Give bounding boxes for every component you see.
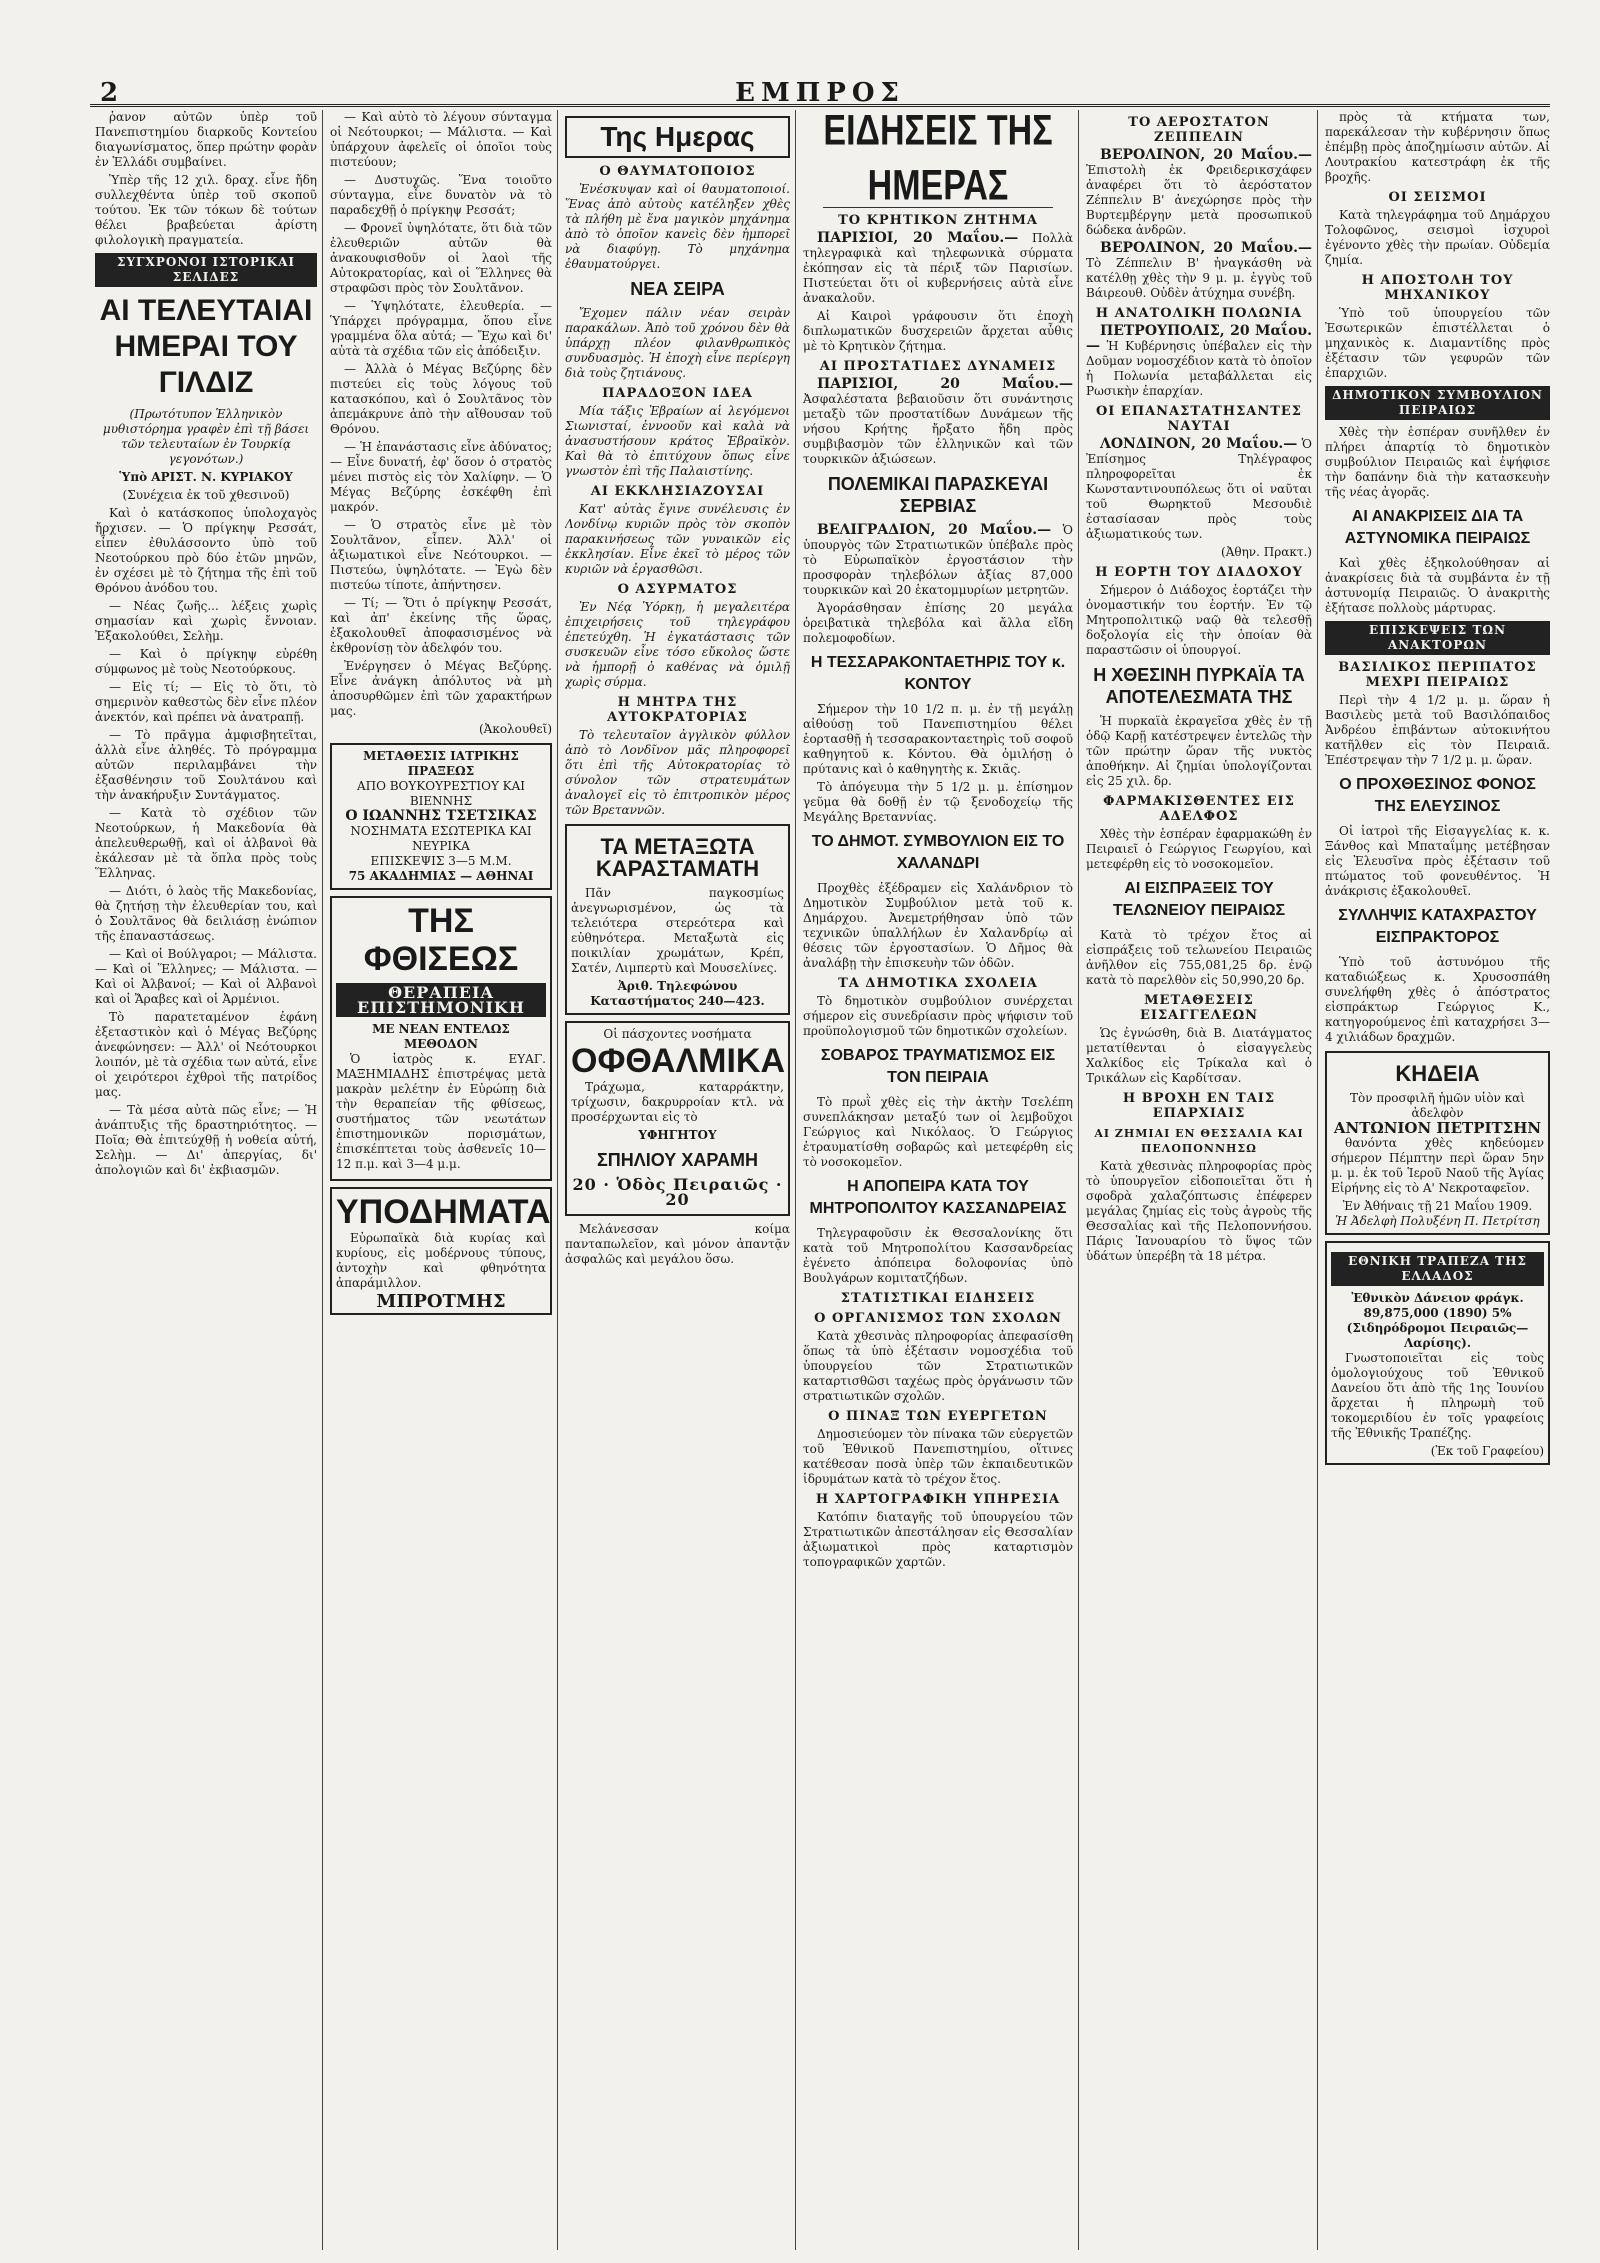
serial-author: Ὑπὸ ΑΡΙΣΤ. Ν. ΚΥΡΙΑΚΟΥ (119, 470, 293, 484)
paragraph: Πολλὰ τηλεγραφικὰ καὶ τηλεφωνικὰ σύρματα ἐκόπησαν εἰς τὰ πέριξ τῶν Παρισίων. Πιστεύεται ὅτι οἱ κυβερνήσεις αὐτὰ εἶνε ἀνακαλοῦν. (803, 231, 1073, 305)
item-heading: Ο ΑΣΥΡΜΑΤΟΣ (617, 582, 738, 597)
item-heading: ΦΑΡΜΑΚΙΣΘΕΝΤΕΣ ΕΙΣ ΑΔΕΛΦΟΣ (1103, 794, 1295, 824)
paragraph: — Ὁ στρατὸς εἶνε μὲ τὸν Σουλτᾶνον, εἶπεν. Ἀλλ' οἱ ἀξιωματικοὶ εἶνε Νεότουρκοι. — Πιστεύω, ὑψηλότατε. — Ἐγὼ δὲν πιστεύω τίποτε, ἀπήντησεν. (330, 518, 552, 592)
paragraph: Ὁ Ἐπίσημος Τηλέγραφος πληροφορεῖται ἐκ Κωνσταντινουπόλεως ὅτι οἱ ναῦται τοῦ Θωρηκτοῦ Μεσουδιὲ ἐστασίασαν πρὸς τοὺς ἀξιωματικούς των. (1086, 437, 1312, 541)
to-be-continued: (Ἀκολουθεῖ) (478, 722, 552, 736)
paragraph: Ἡ πυρκαϊὰ ἐκραγεῖσα χθὲς ἐν τῇ ὁδῷ Καρῇ κατέστρεψεν ἐντελῶς τὴν τῶν πρώτην ὥραν τῆς νυκτὸς ἀποθήκην. Αἱ ζημίαι ὑπολογίζονται εἰς 25 χιλ. δρ. (1086, 714, 1312, 788)
ad-address: 75 ΑΚΑΔΗΜΙΑΣ — ΑΘΗΝΑΙ (348, 869, 534, 883)
paragraph: Χθὲς τὴν ἑσπέραν συνῆλθεν ἐν πλήρει ἀπαρτίᾳ τὸ δημοτικὸν συμβούλιον Πειραιῶς καὶ ἐψήφισε τὴν δαπάνην διὰ τὴν κατασκευὴν τῆς νέας ἀγορᾶς. (1325, 425, 1550, 499)
ad-title: ΤΑ ΜΕΤΑΞΩΤΑ ΚΑΡΑΣΤΑΜΑΤΗ (595, 834, 760, 881)
ad-title: ΜΕΤΑΘΕΣΙΣ ΙΑΤΡΙΚΗΣ ΠΡΑΞΕΩΣ (363, 749, 519, 778)
paragraph: Οἱ ἰατροὶ τῆς Εἰσαγγελίας κ. κ. Ξάνθος καὶ Μπαταΐμης μετέβησαν εἰς Ἐλευσῖνα πρὸς ἐξέτασιν τοῦ πτώματος τοῦ φονευθέντος. Ἡ ἀνάκρισις ἐξακολουθεῖ. (1325, 824, 1550, 898)
dateline: ΒΕΡΟΛΙΝΟΝ, 20 Μαΐου.— (1100, 240, 1312, 256)
item-subheading: ΒΑΣΙΛΙΚΟΣ ΠΕΡΙΠΑΤΟΣ ΜΕΧΡΙ ΠΕΙΡΑΙΩΣ (1338, 660, 1537, 690)
ad-doctor: ΣΠΗΛΙΟΥ ΧΑΡΑΜΗ (597, 1150, 758, 1170)
funeral-date: Ἐν Ἀθήναις τῇ 21 Μαΐου 1909. (1342, 1199, 1533, 1213)
funeral-label: ΚΗΔΕΙΑ (1395, 1061, 1480, 1086)
item-heading: Ο ΟΡΓΑΝΙΣΜΟΣ ΤΩΝ ΣΧΟΛΩΝ (814, 1311, 1062, 1326)
paragraph: Τὸ Ζέππελιν Β' ἠναγκάσθη νὰ κατέλθῃ χθὲς τὴν 9 μ. μ. ἐγγὺς τοῦ Βάιρεουθ. Οὐδὲν ἀτύχημα συνέβη. (1086, 256, 1312, 300)
paragraph: Δημοσιεύομεν τὸν πίνακα τῶν εὐεργετῶν τοῦ Ἐθνικοῦ Πανεπιστημίου, οἵτινες κατέθεσαν ποσὰ ὑπὲρ τῶν ἐκπαιδευτικῶν ἱδρυμάτων κατὰ τὸ τρέχον ἔτος. (803, 1427, 1073, 1486)
source-note: (Ἀθην. Πρακτ.) (1221, 545, 1312, 559)
dateline: ΒΕΡΟΛΙΝΟΝ, 20 Μαΐου.— (1100, 147, 1312, 163)
bank-source: (Ἐκ τοῦ Γραφείου) (1430, 1444, 1544, 1458)
item-heading: ΕΠΙΣΚΕΨΕΙΣ ΤΩΝ ΑΝΑΚΤΟΡΩΝ (1325, 621, 1550, 655)
paragraph: Ἡ Κυβέρνησις ὑπέβαλεν εἰς τὴν Δοῦμαν νομοσχέδιον κατὰ τὸ ὁποῖον ἡ Πολωνία μεταβάλλεται εἰς Ρωσικὴν ἐπαρχίαν. (1086, 339, 1312, 398)
item-heading: ΝΕΑ ΣΕΙΡΑ (630, 279, 725, 299)
paragraph: Τὸ δημοτικὸν συμβούλιον συνέρχεται σήμερον εἰς συνεδρίασιν πρὸς ψήφισιν τοῦ προϋπολογισμοῦ τῶν δημοτικῶν σχολείων. (803, 994, 1073, 1038)
paragraph: — Καὶ ὁ πρίγκηψ εὑρέθη σύμφωνος μὲ τοὺς Νεοτούρκους. (95, 647, 317, 676)
phthisis-ad (330, 896, 552, 1181)
page-number: 2 (100, 78, 119, 108)
silks-ad (565, 824, 790, 1015)
item-heading: ΟΙ ΣΕΙΣΜΟΙ (1388, 190, 1487, 205)
item-heading: Η ΧΑΡΤΟΓΡΑΦΙΚΗ ΥΠΗΡΕΣΙΑ (815, 1492, 1061, 1507)
column-3 (565, 110, 790, 2250)
ad-line: ΑΠΟ ΒΟΥΚΟΥΡΕΣΤΙΟΥ ΚΑΙ ΒΙΕΝΝΗΣ (356, 779, 526, 808)
column-6 (1325, 110, 1550, 2250)
bank-notice (1325, 1241, 1550, 1465)
ad-hours: ΕΠΙΣΚΕΨΙΣ 3—5 Μ.Μ. (370, 854, 512, 868)
item-heading: Ο ΠΡΟΧΘΕΣΙΝΟΣ ΦΟΝΟΣ ΤΗΣ ΕΛΕΥΣΙΝΟΣ (1339, 776, 1536, 815)
serial-continued: (Συνέχεια ἐκ τοῦ χθεσινοῦ) (122, 488, 290, 502)
paragraph: Κατ' αὐτὰς ἔγινε συνέλευσις ἐν Λονδίνῳ κυριῶν πρὸς τὸν σκοπὸν παρακινήσεως τῶν γυναικῶν εἰς ἐκκλησίαν. Εἶνε ἐκεῖ τὸ μέρος τῶν κυριῶν νὰ ἐργασθῶσι. (565, 502, 790, 576)
paragraph: — Ἡ ἐπανάστασις εἶνε ἀδύνατος; — Εἶνε δυνατή, ἐφ' ὅσον ὁ στρατὸς μένει πιστὸς εἰς τὸν Χαλίφην. — Ὁ Μέγας Βεζύρης ἐσκέφθη ἐπὶ μακρόν. (330, 440, 552, 514)
paragraph: Ὑπὸ τοῦ ὑπουργείου τῶν Ἐσωτερικῶν ἐπιστέλλεται ὁ μηχανικὸς κ. Διαμαντίδης πρὸς ἐξέτασιν τῶν γεφυρῶν τῶν ἐπαρχιῶν. (1325, 306, 1550, 380)
paragraph: Ἐνέσκυψαν καὶ οἱ θαυματοποιοί. Ἕνας ἀπὸ αὐτοὺς κατέληξεν χθὲς τὰ πλήθη μὲ ἕνα μαγικὸν μηχάνημα ἀπὸ τὸ ὁποῖον κανεὶς δὲν ἠμπορεῖ νὰ διαφύγῃ. Τὸ μηχάνημα ἐθαυματούργει. (565, 182, 790, 271)
paragraph: Μελάνεσσαν κοίμα πανταπωλεῖον, καὶ μόνον ἀπαντᾷν ἀσφαλῶς καὶ μεγάλου ὅσω. (565, 1222, 790, 1266)
ad-shop: ΜΠΡΟΤΜΗΣ (376, 1291, 506, 1312)
paragraph: Κατὰ χθεσινὰς πληροφορίας πρὸς τὸ ὑπουργεῖον εἰδοποιεῖται ὅτι ἡ σφοδρὰ χαλαζόπτωσις ἐπέφερεν μεγάλας ζημίας εἰς τοὺς ἀγροὺς τῆς Θεσσαλίας καὶ τῆς Πελοποννήσου. Πάρις Ἰανουαρίου τὸ ὕψος τῶν ὑδάτων ὑπερέβη τὰ 18 μέτρα. (1086, 1159, 1312, 1263)
paragraph: Προχθὲς ἐξέδραμεν εἰς Χαλάνδριον τὸ Δημοτικὸν Συμβούλιον μετὰ τοῦ κ. Δημάρχου. Ἀνεμετρήθησαν ὑπὸ τῶν τεχνικῶν ὑπαλλήλων ἐν Χαλανδρίῳ αἱ θέσεις τῶν ἐργοστασίων. Ὁ Δῆμος θὰ ἀναλάβῃ τὴν ἐπισκευὴν τῶν ὁδῶν. (803, 881, 1073, 970)
paragraph: Τὸ πρωῒ χθὲς εἰς τὴν ἀκτὴν Τσελέπη συνεπλάκησαν μεταξύ των οἱ λεμβοῦχοι Γεώργιος καὶ Νικόλαος. Ὁ Γεώργιος ἐτραυματίσθη σοβαρῶς καὶ μετεφέρθη εἰς τὸ νοσοκομεῖον. (803, 1095, 1073, 1169)
column-4 (803, 110, 1073, 2250)
item-heading: ΣΟΒΑΡΟΣ ΤΡΑΥΜΑΤΙΣΜΟΣ ΕΙΣ ΤΟΝ ΠΕΙΡΑΙΑ (820, 1047, 1056, 1086)
paragraph: Σήμερον τὴν 10 1/2 π. μ. ἐν τῇ μεγάλῃ αἰθούσῃ τοῦ Πανεπιστημίου θέλει ἑορτασθῇ ἡ τεσσαρακονταετηρὶς τοῦ σοφοῦ καθηγητοῦ κ. Κόντου. Θὰ ὁμιλήσῃ ὁ πρύτανις καὶ ὁ καθηγητὴς κ. Σκιᾶς. (803, 702, 1073, 776)
ad-subtitle: ΘΕΡΑΠΕΙΑ ΕΠΙΣΤΗΜΟΝΙΚΗ (336, 983, 546, 1017)
paragraph: Ἔχομεν πάλιν νέαν σειρὰν παρακάλων. Ἀπὸ τοῦ χρόνου δὲν θὰ ὑπάρχῃ πλέον φιλανθρωπικὸς συνδυασμὸς. Ἡ ἐποχὴ εἶνε περίεργη διὰ τοὺς ζητιάνους. (565, 306, 790, 380)
column-1 (95, 110, 317, 2250)
series-label: ΣΥΓΧΡΟΝΟΙ ΙΣΤΟΡΙΚΑΙ ΣΕΛΙΔΕΣ (95, 253, 317, 287)
paragraph: — Τί; — Ὅτι ὁ πρίγκηψ Ρεσσάτ, καὶ ἀπ' ἐκείνης τῆς ὥρας, ἐξακολουθεῖ ἀποφασισμένος νὰ ἐκθρονίσῃ τὸν ἀδελφόν του. (330, 596, 552, 655)
item-heading: ΑΙ ΕΚΚΛΗΣΙΑΖΟΥΣΑΙ (590, 484, 765, 499)
paragraph: Ὁ ὑπουργὸς τῶν Στρατιωτικῶν ὑπέβαλε πρὸς τὸ Εὐρωπαϊκὸν ἐργοστάσιον τὴν προσφορὰν τηλεβόλων ἀξίας 87,000 τουρκικῶν καὶ 20 ἑκατομμυρίων μετρητῶν. (803, 523, 1073, 597)
ad-address: 20 · Ὁδὸς Πειραιῶς · 20 (572, 1175, 783, 1209)
item-heading: ΟΙ ΕΠΑΝΑΣΤΑΤΗΣΑΝΤΕΣ ΝΑΥΤΑΙ (1095, 404, 1302, 434)
ad-rank: ΥΦΗΓΗΤΟΥ (638, 1128, 717, 1142)
dateline: ΠΕΤΡΟΥΠΟΛΙΣ, 20 Μαΐου.— (1086, 323, 1312, 354)
paragraph: Ἐν Νέᾳ Ὑόρκῃ, ἡ μεγαλειτέρα ἐπιχειρήσεις τοῦ τηλεγράφου ἐπετεύχθη. Ἡ ἐγκατάστασις τῶν συσκευῶν εἶνε τόσο εὔκολος ὥστε νὰ ἡμπορῇ ὁ καθένας νὰ ὁμιλῇ χωρὶς σύρμα. (565, 600, 790, 689)
shoes-ad (330, 1187, 552, 1315)
item-heading: ΤΟ ΚΡΗΤΙΚΟΝ ΖΗΤΗΜΑ (838, 213, 1038, 228)
news-headline: ΕΙΔΗΣΕΙΣ ΤΗΣ ΗΜΕΡΑΣ (823, 110, 1053, 210)
item-heading: ΜΕΤΑΘΕΣΕΙΣ ΕΙΣΑΓΓΕΛΕΩΝ (1139, 993, 1259, 1023)
serial-headline: ΑΙ ΤΕΛΕΥΤΑΙΑΙ ΗΜΕΡΑΙ ΤΟΥ ΓΙΛΔΙΖ (99, 294, 313, 399)
col1-intro: ῥανον αὐτῶν ὑπὲρ τοῦ Πανεπιστημίου διαρκοῦς Κοντείου διαγωνίσματος, ὅπερ πρώτην φορὰν ἐν Ἑλλάδι συμβαίνει. (95, 110, 317, 169)
item-heading: ΤΑ ΔΗΜΟΤΙΚΑ ΣΧΟΛΕΙΑ (838, 976, 1038, 991)
ad-specialty: ΝΟΣΗΜΑΤΑ ΕΣΩΤΕΡΙΚΑ ΚΑΙ ΝΕΥΡΙΚΑ (350, 824, 532, 853)
ad-doctor-name: Ο ΙΩΑΝΝΗΣ ΤΣΕΤΣΙΚΑΣ (345, 808, 537, 824)
item-heading: Η ΕΟΡΤΗ ΤΟΥ ΔΙΑΔΟΧΟΥ (1095, 565, 1303, 580)
paragraph: Αἱ Καιροὶ γράφουσιν ὅτι ἐποχὴ διπλωματικῶν δυσχερειῶν ἄρχεται αὖθις μὲ τὸ Κρητικὸν ζήτημα. (803, 309, 1073, 353)
ad-body: Πᾶν παγκοσμίως ἀνεγνωρισμένον, ὡς τὰ τελειότερα στερεότερα καὶ εὐθηνότερα. Μεταξωτὰ εἰς ποικιλίαν χρωμάτων, Κρέπ, Σατέν, Λιμπερτὺ καὶ Μουσελίνες. (571, 886, 784, 975)
bank-title: Ἐθνικὸν Δάνειον φράγκ. 89,875,000 (1890) 5% (Σιδηρόδρομοι Πειραιῶς—Λαρίσης). (1346, 1291, 1529, 1350)
item-heading: ΠΟΛΕΜΙΚΑΙ ΠΑΡΑΣΚΕΥΑΙ ΣΕΡΒΙΑΣ (827, 474, 1049, 516)
ad-body: Ὁ ἰατρὸς κ. ΕΥΑΓ. ΜΑΞΗΜΙΑΔΗΣ ἐπιστρέψας μετὰ μακρὰν μελέτην ἐν Εὐρώπῃ διὰ τὴν θεραπείαν τῆς φθίσεως, συστήματος τῶν νεωτάτων ἐπιστημονικῶν πορισμάτων, ἐπισκέπτεται τοὺς ἀσθενεῖς 10—12 π.μ. καὶ 3—4 μ.μ. (336, 1052, 546, 1171)
funeral-intro: Τὸν προσφιλῆ ἡμῶν υἱὸν καὶ ἀδελφὸν (1350, 1091, 1525, 1120)
item-heading: Η ΧΘΕΣΙΝΗ ΠΥΡΚΑΪΑ ΤΑ ΑΠΟΤΕΛΕΣΜΑΤΑ ΤΗΣ (1093, 665, 1305, 707)
section-title: Της Ημερας (565, 116, 790, 158)
ad-method: ΜΕ ΝΕΑΝ ΕΝΤΕΛΩΣ ΜΕΘΟΔΟΝ (372, 1022, 510, 1051)
ad-lead: Οἱ πάσχοντες νοσήματα (603, 1027, 752, 1041)
item-heading: Ο ΘΑΥΜΑΤΟΠΟΙΟΣ (599, 164, 756, 179)
paragraph: Τὸ ἀπόγευμα τὴν 5 1/2 μ. μ. ἐπίσημον γεῦμα θὰ δοθῇ ἐν τῷ ξενοδοχείῳ τῆς Μεγάλης Βρεταννίας. (803, 780, 1073, 824)
paragraph: Κατόπιν διαταγῆς τοῦ ὑπουργείου τῶν Στρατιωτικῶν ἀπεστάλησαν εἰς Θεσσαλίαν ἀξιωματικοὶ πρὸς καταρτισμὸν τοπογραφικῶν χαρτῶν. (803, 1510, 1073, 1569)
item-heading: ΤΟ ΑΕΡΟΣΤΑΤΟΝ ΖΕΠΠΕΛΙΝ (1128, 115, 1270, 145)
column-5 (1086, 110, 1312, 2250)
bank-label: ΕΘΝΙΚΗ ΤΡΑΠΕΖΑ ΤΗΣ ΕΛΛΑΔΟΣ (1331, 1252, 1544, 1286)
paragraph: Καὶ χθὲς ἐξηκολούθησαν αἱ ἀνακρίσεις διὰ τὰ συμβάντα ἐν τῇ ἀστυνομίᾳ Πειραιῶς. Ὁ ἀνακριτὴς ἐξήτασε πολλοὺς μάρτυρας. (1325, 556, 1550, 615)
item-heading: ΑΙ ΕΙΣΠΡΑΞΕΙΣ ΤΟΥ ΤΕΛΩΝΕΙΟΥ ΠΕΙΡΑΙΩΣ (1112, 880, 1286, 919)
paragraph: Μία τάξις Ἑβραίων αἱ λεγόμενοι Σιωνισταί, ἐννοοῦν καὶ καλὰ νὰ ἀνασυστήσουν κράτος Ἑβραϊκὸν. Καὶ θὰ τὸ ἐπιτύχουν ὅπως εἶνε γνωστὸν ἐπὶ τῆς Παλαιστίνης. (565, 404, 790, 478)
paragraph: — Εἰς τί; — Εἰς τὸ ὅτι, τὸ σημερινὸν καθεστὼς δὲν εἶνε πλέον ἀνεκτόν, καὶ πρέπει νὰ ἀνατραπῇ. (95, 680, 317, 724)
dateline: ΛΟΝΔΙΝΟΝ, 20 Μαΐου.— (1100, 436, 1298, 452)
paragraph: — Δυστυχῶς. Ἕνα τοιοῦτο σύνταγμα, εἶνε δυνατὸν νὰ τὸ παραδεχθῇ ὁ πρίγκηψ Ρεσσάτ; (330, 173, 552, 217)
serial-subtitle: (Πρωτότυπον Ἑλληνικὸν μυθιστόρημα γραφὲν ἐπὶ τῇ βάσει τῶν τελευταίων ἐν Τουρκίᾳ γεγονότων.) (102, 407, 310, 466)
paragraph: Κατὰ τὸ τρέχον ἔτος αἱ εἰσπράξεις τοῦ τελωνείου Πειραιῶς ἀνῆλθον εἰς 755,081,25 δρ. ἐνῷ κατὰ τὸ παρελθὸν εἰς 50,990,20 δρ. (1086, 928, 1312, 987)
funeral-signatory: Ἡ Ἀδελφὴ Πολυξένη Π. Πετρίτση (1335, 1214, 1540, 1228)
paragraph: Κατὰ τηλεγράφημα τοῦ Δημάρχου Τολοφῶνος, σεισμοὶ ἰσχυροὶ ἐγένοντο χθὲς τὴν πρωίαν. Οὐδεμία ζημία. (1325, 208, 1550, 267)
funeral-body: θανόντα χθὲς κηδεύομεν σήμερον Πέμπτην περὶ ὥραν 5ην μ. μ. ἐκ τοῦ Ἱεροῦ Ναοῦ τῆς Ἁγίας Εἰρήνης εἰς τὸ Α' Νεκροταφεῖον. (1331, 1136, 1544, 1195)
paragraph: Ἐπιστολὴ ἐκ Φρειδερικσχάφεν ἀναφέρει ὅτι τὸ ἀερόστατον Ζέππελιν Β' ἀνεχώρησε πρὸς τὴν Βυρτεμβέργην μετὰ προσωπικοῦ δώδεκα ἀνδρῶν. (1086, 163, 1312, 237)
paragraph: Τηλεγραφοῦσιν ἐκ Θεσσαλονίκης ὅτι κατὰ τοῦ Μητροπολίτου Κασσανδρείας ἐγένετο ἀπόπειρα δολοφονίας ὑπὸ Βουλγάρων κομιτατζήδων. (803, 1226, 1073, 1285)
dateline: ΒΕΛΙΓΡΑΔΙΟΝ, 20 Μαΐου.— (817, 522, 1052, 538)
paragraph: — Ἀλλὰ ὁ Μέγας Βεζύρης δὲν πιστεύει εἰς τοὺς λόγους τοῦ κατασκόπου, καὶ ὁ Σουλτᾶνος τὸν ἀπεμάκρυνε ἀπὸ τὴν αἴθουσαν τοῦ Θρόνου. (330, 362, 552, 436)
column-divider (1317, 110, 1318, 2250)
ad-body: Τράχωμα, καταρράκτην, τρίχωσιν, δακρυρροίαν κτλ. νὰ προσέρχωνται εἰς τὸ (571, 1080, 784, 1124)
paragraph: — Κατὰ τὸ σχέδιον τῶν Νεοτούρκων, ἡ Μακεδονία θὰ ἀπελευθερωθῇ, καὶ οἱ ἀλβανοὶ θὰ ἐκάλεσαν μὲ τὰ ὅπλα πρὸς τοὺς Ἕλληνας. (95, 806, 317, 880)
item-heading: Η ΜΗΤΡΑ ΤΗΣ ΑΥΤΟΚΡΑΤΟΡΙΑΣ (607, 695, 748, 725)
paragraph: — Ὑψηλότατε, ἐλευθερία. — Ὑπάρχει πρόγραμμα, ὅπου εἶνε γραμμένα ὅλα αὐτά; — Ἔχω καὶ δι' αὐτὰ τὰ σχέδια τῶν εἰς ἀπόδειξιν. (330, 299, 552, 358)
paragraph: — Καὶ οἱ Βούλγαροι; — Μάλιστα. — Καὶ οἱ Ἕλληνες; — Μάλιστα. — Καὶ οἱ Ἀλβανοί; — Καὶ οἱ Ἀλβανοὶ καὶ οἱ Ἄραβες καὶ οἱ Ἀρμένιοι. (95, 947, 317, 1006)
paragraph: — Φρονεῖ ὑψηλότατε, ὅτι διὰ τῶν ἐλευθεριῶν αὐτῶν θὰ ἀνακουφισθοῦν οἱ λαοὶ τῆς Αὐτοκρατορίας, καὶ οἱ Ἕλληνες θὰ στραφῶσι πρὸς τὸν Σουλτᾶνον. (330, 221, 552, 295)
col1-intro2: Ὑπὲρ τῆς 12 χιλ. δραχ. εἶνε ἤδη συλλεχθέντα ὑπὲρ τοῦ σκοποῦ τούτου. Ἐκ τῶν τόκων δὲ τούτων θέλει βραβεύεται ἀρίστη φιλολογικὴ πραγματεία. (95, 173, 317, 247)
paragraph: — Τὸ πρᾶγμα ἀμφισβητεῖται, ἀλλὰ εἶνε ἀληθές. Τὸ πρόγραμμα αὐτῶν περιλαμβάνει τὴν ἐξασθένησιν τοῦ Σουλτάνου καὶ τὴν ἀνακήρυξιν Συντάγματος. (95, 728, 317, 802)
item-heading: Η ΤΕΣΣΑΡΑΚΟΝΤΑΕΤΗΡΙΣ ΤΟΥ κ. ΚΟΝΤΟΥ (810, 654, 1066, 693)
item-subheading: ΑΙ ΖΗΜΙΑΙ ΕΝ ΘΕΣΣΑΛΙΑ ΚΑΙ ΠΕΛΟΠΟΝΝΗΣΩ (1094, 1127, 1304, 1155)
item-heading: ΔΗΜΟΤΙΚΟΝ ΣΥΜΒΟΥΛΙΟΝ ΠΕΙΡΑΙΩΣ (1325, 386, 1550, 420)
item-heading: Η ΒΡΟΧΗ ΕΝ ΤΑΙΣ ΕΠΑΡΧΙΑΙΣ (1122, 1091, 1276, 1121)
paragraph: — Νέας ζωῆς... λέξεις χωρὶς σημασίαν καὶ χωρὶς ἔννοιαν. Ἐξακολούθει, Σελὴμ. (95, 599, 317, 643)
paragraph: Τὸ παρατεταμένον ἐφάνη ἐξεταστικὸν καὶ ὁ Μέγας Βεζύρης ἀνεφώνησεν: — Ἀλλ' οἱ Νεότουρκοι λοιπόν, μὲ τὰ σχέδια των αὐτά, εἶνε οἱ χειρότεροι ἐχθροὶ τῆς πατρίδος μας. (95, 1010, 317, 1099)
item-heading: ΑΙ ΠΡΟΣΤΑΤΙΔΕΣ ΔΥΝΑΜΕΙΣ (819, 359, 1057, 374)
paragraph: Κατὰ χθεσινὰς πληροφορίας ἀπεφασίσθη ὅπως τὰ ὑπὸ ἐξέτασιν νομοσχέδια τοῦ ὑπουργείου τῶν Στρατιωτικῶν καταρτισθῶσι ταχέως πρὸς ὀργάνωσιν τῶν στρατιωτικῶν σχολῶν. (803, 1329, 1073, 1403)
ad-body: Εὐρωπαϊκὰ διὰ κυρίας καὶ κυρίους, εἰς μοδέρνους τύπους, ἀντοχὴν καὶ φθηνότητα ἀπαράμιλλον. (336, 1231, 546, 1290)
item-heading: ΣΤΑΤΙΣΤΙΚΑΙ ΕΙΔΗΣΕΙΣ (840, 1291, 1036, 1306)
ad-title: ΥΠΟΔΗΜΑΤΑ (336, 1193, 551, 1231)
medical-ad (330, 743, 552, 890)
item-heading: Ο ΠΙΝΑΞ ΤΩΝ ΕΥΕΡΓΕΤΩΝ (828, 1409, 1048, 1424)
column-divider (557, 110, 558, 2250)
paragraph: — Τὰ μέσα αὐτὰ πῶς εἶνε; — Ἡ ἀνάπτυξις τῆς δραστηριότητος. — Ποῖα; Θὰ ἐπιτεύχθῇ ἡ νοθεία αὐτή, Σελὴμ. — Δι' ἀπεργίας, δι' ἀπολογιῶν καὶ δι' ἐκβιασμῶν. (95, 1103, 317, 1177)
item-heading: ΑΙ ΑΝΑΚΡΙΣΕΙΣ ΔΙΑ ΤΑ ΑΣΤΥΝΟΜΙΚΑ ΠΕΙΡΑΙΩΣ (1344, 508, 1531, 547)
bank-body: Γνωστοποιεῖται εἰς τοὺς ὁμολογιούχους τοῦ Ἐθνικοῦ Δανείου ὅτι ἀπὸ τῆς 1ης Ἰουνίου ἄρχεται ἡ πληρωμὴ τοῦ τοκομεριδίου ἐν τοῖς γραφείοις τῆς Ἐθνικῆς Τραπέζης. (1331, 1351, 1544, 1440)
item-heading: ΣΥΛΛΗΨΙΣ ΚΑΤΑΧΡΑΣΤΟΥ ΕΙΣΠΡΑΚΤΟΡΟΣ (1338, 907, 1537, 946)
funeral-name: ΑΝΤΩΝΙΟΝ ΠΕΤΡΙΤΣΗΝ (1333, 1119, 1542, 1137)
item-heading: Η ΑΠΟΣΤΟΛΗ ΤΟΥ ΜΗΧΑΝΙΚΟΥ (1361, 273, 1514, 303)
paragraph: Χθὲς τὴν ἑσπέραν ἐφαρμακώθη ἐν Πειραιεῖ ὁ Γεώργιος Γεωργίου, καὶ μετεφέρθη εἰς τὸ νοσοκομεῖον. (1086, 827, 1312, 871)
paragraph: — Καὶ αὐτὸ τὸ λέγουν σύνταγμα οἱ Νεότουρκοι; — Μάλιστα. — Καὶ ὑπάρχουν ἀφελεῖς οἱ ὁποῖοι τοὺς πιστεύουν; (330, 110, 552, 169)
paragraph: — Διότι, ὁ λαὸς τῆς Μακεδονίας, θὰ ζητήσῃ τὴν ἐλευθερίαν του, καὶ ὁ Σουλτᾶνος θὰ δειλιάσῃ ἐνώπιον τῆς ἐπαναστάσεως. (95, 884, 317, 943)
masthead (90, 78, 1550, 108)
paragraph: Ὡς ἐγνώσθη, διὰ Β. Διατάγματος μετατίθενται ὁ εἰσαγγελεὺς Χαλκίδος εἰς Τρίκαλα καὶ ὁ Τρικάλων εἰς Καρδίτσαν. (1086, 1026, 1312, 1085)
paragraph: Ἀσφαλέστατα βεβαιοῦσιν ὅτι συνάντησις μεταξὺ τῶν προστατίδων Δυνάμεων τῆς νήσου Κρήτης ἤρξατο ἤδη πρὸς συμβιβασμὸν τῶν ἑλληνικῶν καὶ τῶν τουρκικῶν ἀξιώσεων. (803, 392, 1073, 466)
dateline: ΠΑΡΙΣΙΟΙ, 20 Μαΐου.— (817, 376, 1073, 392)
item-heading: ΤΟ ΔΗΜΟΤ. ΣΥΜΒΟΥΛΙΟΝ ΕΙΣ ΤΟ ΧΑΛΑΝΔΡΙ (811, 833, 1065, 872)
eye-clinic-ad (565, 1021, 790, 1216)
paragraph: Καὶ ὁ κατάσκοπος ὑπολοχαγὸς ἤρχισεν. — Ὁ πρίγκηψ Ρεσσάτ, εἶπεν ἐθυλάσσοντο ὑπὸ τοῦ Νεοτούρκου πρὸ δύο ἐτῶν μηνῶν, ἐν σχέσει μὲ τὸ ζήτημα τῆς ἐπὶ τοῦ Θρόνου ἀνόδου του. (95, 506, 317, 595)
item-heading: Η ΑΝΑΤΟΛΙΚΗ ΠΟΛΩΝΙΑ (1095, 306, 1303, 321)
paragraph: Τὸ τελευταῖον ἀγγλικὸν φύλλον ἀπὸ τὸ Λονδῖνον μᾶς πληροφορεῖ ὅτι ἐπὶ τῆς Αὐτοκρατορίας τὸ σύνολον τῶν στρατευμάτων ἀναλογεῖ εἰς τὸ ἐπιτροπικὸν μέρος τῶν Βρεταννῶν. (565, 728, 790, 817)
paragraph: Περὶ τὴν 4 1/2 μ. μ. ὥραν ἡ Βασιλεὺς μετὰ τοῦ Βασιλόπαιδος Ἀνδρέου ἐπιβάντων αὐτοκινήτου κατῆλθεν εἰς τὸν Πειραιᾶ. Ἐπέστρεψαν τὴν 7 1/2 μ. μ. ὥραν. (1325, 693, 1550, 767)
column-divider (322, 110, 323, 2250)
column-divider (795, 110, 796, 2250)
paper-name: ΕΜΠΡΟΣ (735, 78, 905, 108)
item-heading: ΠΑΡΑΔΟΞΟΝ ΙΔΕΑ (602, 386, 753, 401)
paragraph: Ἐνέργησεν ὁ Μέγας Βεζύρης. Εἶνε ἀνάγκη ἀπόλυτος νὰ μὴ ἀποσυρθῶμεν ἐπὶ τῶν χαρακτήρων μας. (330, 659, 552, 718)
paragraph: Ὑπὸ τοῦ ἀστυνόμου τῆς καταδιώξεως κ. Χρυσοσπάθη συνελήφθη χθὲς ὁ ἀπόστρατος εἰσπράκτωρ Γεώργιος Κ., κατηγορούμενος ἐπὶ καταχρήσει 3—4 χιλιάδων δραχμῶν. (1325, 955, 1550, 1044)
column-2 (330, 110, 552, 2250)
funeral-notice (1325, 1051, 1550, 1235)
ad-title: ΟΦΘΑΛΜΙΚΑ (571, 1042, 785, 1080)
column-divider (1078, 110, 1079, 2250)
paragraph: Ἀγοράσθησαν ἐπίσης 20 μεγάλα ὁρειβατικὰ τηλεβόλα καὶ ἄλλα εἴδη πολεμοφοδίων. (803, 601, 1073, 645)
paragraph: πρὸς τὰ κτήματα των, παρεκάλεσαν τὴν κυβέρνησιν ὅπως ἐπέμβῃ πρὸς ἀποζημίωσιν αὐτῶν. Αἱ Λουτρακίου κατεστράφη ἐκ τῆς βροχῆς. (1325, 110, 1550, 184)
item-heading: Η ΑΠΟΠΕΙΡΑ ΚΑΤΑ ΤΟΥ ΜΗΤΡΟΠΟΛΙΤΟΥ ΚΑΣΣΑΝΔΡΕΙΑΣ (809, 1178, 1067, 1217)
dateline: ΠΑΡΙΣΙΟΙ, 20 Μαΐου.— (817, 230, 1019, 246)
ad-phone: Ἀριθ. Τηλεφώνου Καταστήματος 240—423. (590, 979, 765, 1008)
ad-title: ΤΗΣ ΦΘΙΣΕΩΣ (363, 902, 519, 978)
paragraph: Σήμερον ὁ Διάδοχος ἑορτάζει τὴν ὀνομαστικήν του ἑορτήν. Ἐν τῷ Μητροπολιτικῷ ναῷ θὰ τελεσθῇ δοξολογία εἰς τὴν ὁποίαν θὰ παραστῶσιν οἱ ὑπουργοί. (1086, 583, 1312, 657)
